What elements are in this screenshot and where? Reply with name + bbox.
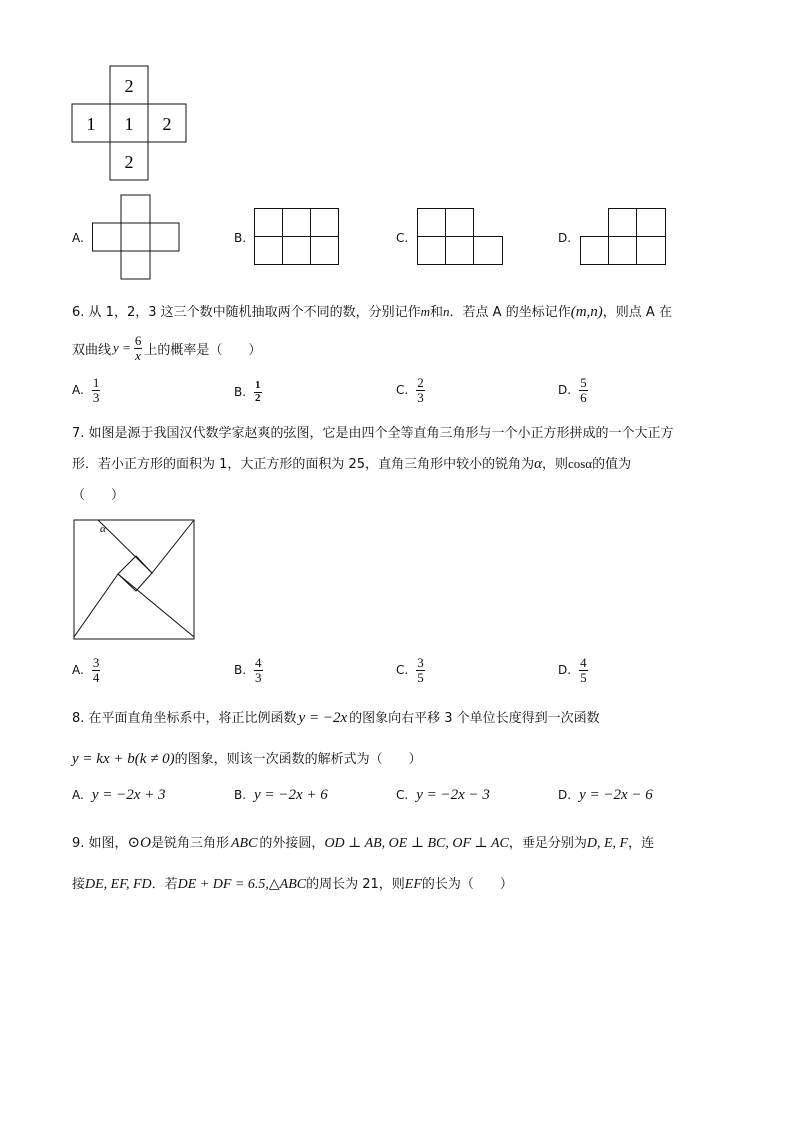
q5-option-a-label[interactable]: A. <box>72 231 84 245</box>
q7-option-d-fraction: $\frac{4}{5}$ <box>580 655 587 685</box>
cube-net-figure <box>70 64 192 184</box>
q9-line2: 接DE, EF, FD．若DE + DF = 6.5,△ABC的周长为 21，则EF的长为（ ） <box>72 877 513 892</box>
q8-eq-general: y = kx + b(k ≠ 0) <box>72 751 175 767</box>
circle-o: ⊙O <box>127 835 151 851</box>
q7-line2: 形．若小正方形的面积为 1，大正方形的面积为 25，直角三角形中较小的锐角为α，则cosα的值为 <box>72 456 632 472</box>
net-right-number: 2 <box>162 114 172 134</box>
q6-option-b-fraction: $\frac{1}{2}$ <box>255 379 261 404</box>
q8-option-d[interactable]: D. y = −2x − 6 <box>558 787 653 803</box>
q6-option-c-fraction: $\frac{2}{3}$ <box>417 375 424 405</box>
q7-option-b[interactable]: B. $\frac{4}{3}$ <box>234 655 262 685</box>
net-bottom-number: 2 <box>124 152 134 172</box>
q6-option-b[interactable]: B. $\frac{1}{2}$ <box>234 379 261 404</box>
q5-option-d-figure <box>580 208 668 266</box>
q6-option-c[interactable]: C. $\frac{2}{3}$ <box>396 375 424 405</box>
var-m: m <box>420 304 431 319</box>
q6-line1: 6. 从 1，2，3 这三个数中随机抽取两个不同的数，分别记作m和n．若点 A 的坐标记作(m,n)，则点 A 在 <box>72 304 672 320</box>
q7-option-c[interactable]: C. $\frac{3}{5}$ <box>396 655 424 685</box>
net-left-number: 1 <box>86 114 96 134</box>
q7-option-b-fraction: $\frac{4}{3}$ <box>255 655 262 685</box>
q5-option-b-label[interactable]: B. <box>234 231 247 245</box>
q8-eq-original: y = −2x <box>298 710 348 726</box>
q9-line1: 9. 如图，⊙O是锐角三角形 ABC 的外接圆，OD ⊥ AB, OE ⊥ BC, OF ⊥ AC，垂足分别为D, E, F，连 <box>72 835 655 851</box>
zhao-shuang-diagram <box>72 518 198 642</box>
net-top-number: 2 <box>124 76 134 96</box>
q7-line1: 7. 如图是源于我国汉代数学家赵爽的弦图，它是由四个全等直角三角形与一个小正方形拼成的一个大正方 <box>72 426 674 441</box>
q7-option-a-fraction: $\frac{3}{4}$ <box>92 655 100 685</box>
q6-line2: 双曲线 y = $\frac{6}{x}$ 上的概率是（ ） <box>72 333 262 363</box>
cos-alpha: cosα <box>567 456 593 471</box>
q7-option-a[interactable]: A. $\frac{3}{4}$ <box>72 655 100 685</box>
q5-option-c-figure <box>417 208 505 266</box>
hyperbola-lhs: y = <box>113 340 131 356</box>
var-n: n <box>443 304 450 319</box>
net-center-number: 1 <box>124 114 134 134</box>
q8-option-c[interactable]: C. y = −2x − 3 <box>396 787 490 803</box>
q7-option-c-fraction: $\frac{3}{5}$ <box>417 655 424 685</box>
q5-option-b-figure <box>254 208 340 266</box>
figure-alpha-label: α <box>100 523 106 535</box>
perpendicular-conditions: OD ⊥ AB, OE ⊥ BC, OF ⊥ AC <box>324 836 509 851</box>
q6-option-a[interactable]: A. $\frac{1}{3}$ <box>72 375 100 405</box>
triangle-abc: ABC <box>230 836 258 851</box>
q5-option-c-label[interactable]: C. <box>396 231 409 245</box>
q8-line2: y = kx + b(k ≠ 0)的图象，则该一次函数的解析式为（ ） <box>72 751 422 767</box>
alpha-symbol: α <box>534 456 542 472</box>
segments: DE, EF, FD <box>85 877 152 892</box>
q8-option-b[interactable]: B. y = −2x + 6 <box>234 787 328 803</box>
feet-def: D, E, F <box>586 836 629 851</box>
segment-ef: EF <box>404 877 422 892</box>
q5-option-d-label[interactable]: D. <box>558 231 572 245</box>
q6-option-d[interactable]: D. $\frac{5}{6}$ <box>558 375 587 405</box>
q7-option-d[interactable]: D. $\frac{4}{5}$ <box>558 655 587 685</box>
q8-line1: 8. 在平面直角坐标系中，将正比例函数 y = −2x 的图象向右平移 3 个单位长度得到一次函数 <box>72 710 600 726</box>
q7-line3: （ ） <box>72 488 125 503</box>
sum-condition: DE + DF = 6.5,△ABC <box>177 877 307 892</box>
q6-option-d-fraction: $\frac{5}{6}$ <box>580 375 587 405</box>
q5-option-a-figure <box>92 194 180 280</box>
q8-option-a[interactable]: A. y = −2x + 3 <box>72 787 166 803</box>
coord-mn: (m,n) <box>570 304 603 320</box>
q6-option-a-fraction: $\frac{1}{3}$ <box>92 375 100 405</box>
hyperbola-fraction: $\frac{6}{x}$ <box>134 333 142 363</box>
